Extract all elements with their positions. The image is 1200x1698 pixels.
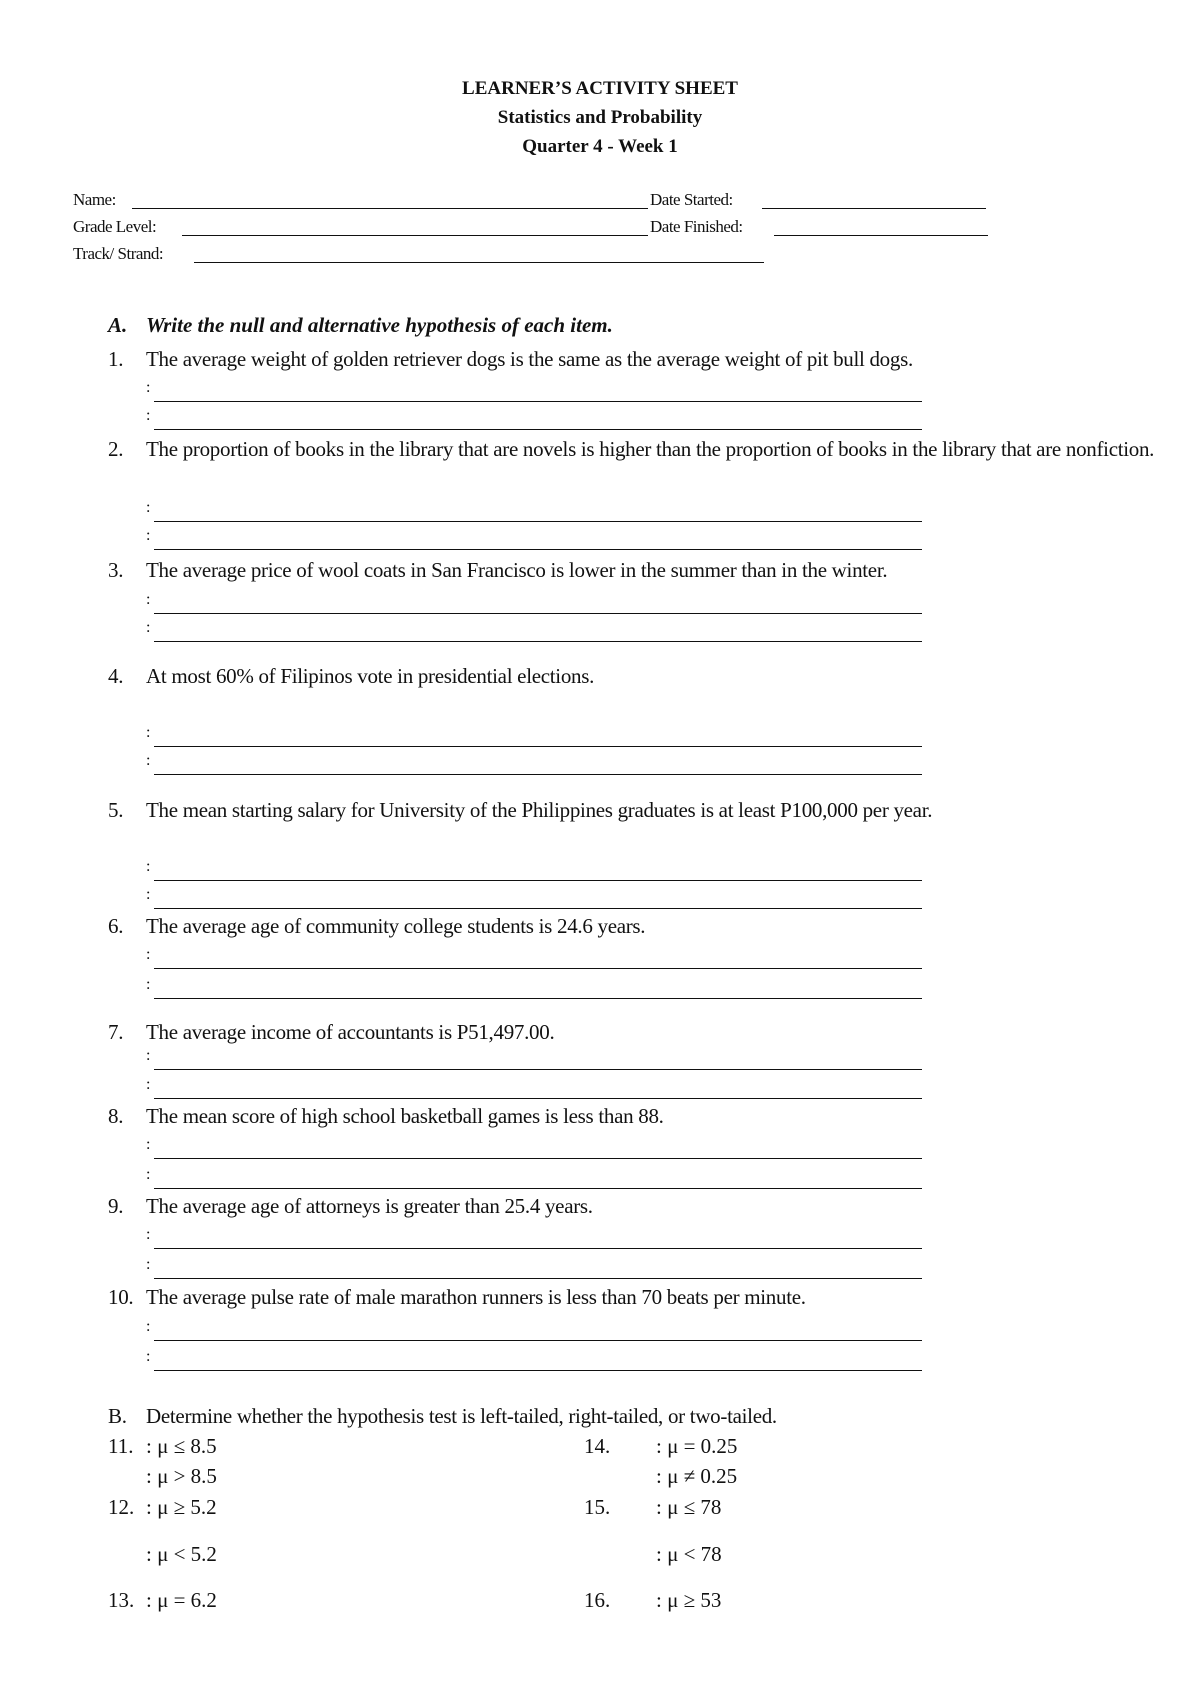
null-hypothesis-answer-line[interactable] <box>146 1135 922 1161</box>
question-text: At most 60% of Filipinos vote in presidential elections. <box>146 664 595 688</box>
answer-prefix: : <box>146 886 151 903</box>
null-hypothesis-answer-line[interactable] <box>146 1317 922 1343</box>
answer-prefix: : <box>146 527 151 544</box>
alternative-hypothesis: : μ < 78 <box>656 1542 722 1566</box>
alternative-hypothesis-answer-line[interactable] <box>146 885 922 911</box>
section-b-heading <box>108 1404 777 1429</box>
answer-prefix: : <box>146 976 151 993</box>
null-hypothesis-answer-line[interactable] <box>146 857 922 883</box>
question-text: The average age of community college students is 24.6 years. <box>146 914 646 938</box>
date-finished-label: Date Finished: <box>650 217 743 236</box>
answer-prefix: : <box>146 1256 151 1273</box>
answer-prefix: : <box>146 1318 151 1335</box>
item-number: 16. <box>584 1588 611 1612</box>
grade-level-field[interactable] <box>182 235 648 236</box>
alternative-hypothesis-answer-line[interactable] <box>146 1165 922 1191</box>
question-number: 9. <box>108 1194 124 1218</box>
name-label: Name: <box>73 190 116 209</box>
sheet-title: LEARNER’S ACTIVITY SHEET <box>462 78 738 99</box>
item-number: 12. <box>108 1495 135 1519</box>
section-a-heading <box>108 313 613 338</box>
question-number: 10. <box>108 1285 134 1309</box>
alternative-hypothesis-answer-line[interactable] <box>146 406 922 432</box>
alternative-hypothesis-answer-line[interactable] <box>146 751 922 777</box>
question-text: The average weight of golden retriever dogs is the same as the average weight of pit bull dogs. <box>146 347 913 371</box>
alternative-hypothesis-answer-line[interactable] <box>146 975 922 1001</box>
answer-prefix: : <box>146 1166 151 1183</box>
alternative-hypothesis: : μ > 8.5 <box>146 1464 217 1488</box>
item-number: 11. <box>108 1434 134 1458</box>
alternative-hypothesis-answer-line[interactable] <box>146 1347 922 1373</box>
answer-prefix: : <box>146 1047 151 1064</box>
item-number: 13. <box>108 1588 135 1612</box>
null-hypothesis-answer-line[interactable] <box>146 498 922 524</box>
question-text: The proportion of books in the library that are novels is higher than the proportion of books in the library that are nonfiction. <box>146 437 1155 461</box>
answer-prefix: : <box>146 858 151 875</box>
question-number: 7. <box>108 1020 124 1044</box>
question-text: The mean score of high school basketball games is less than 88. <box>146 1104 664 1128</box>
sheet-quarter: Quarter 4 - Week 1 <box>522 136 678 157</box>
answer-prefix: : <box>146 752 151 769</box>
null-hypothesis: : μ = 0.25 <box>656 1434 738 1458</box>
section-a-instruction: Write the null and alternative hypothesis of each item. <box>146 313 613 337</box>
null-hypothesis-answer-line[interactable] <box>146 1046 922 1072</box>
question-number: 4. <box>108 664 124 688</box>
answer-prefix: : <box>146 946 151 963</box>
null-hypothesis: : μ = 6.2 <box>146 1588 217 1612</box>
answer-prefix: : <box>146 724 151 741</box>
date-started-label: Date Started: <box>650 190 733 209</box>
null-hypothesis-answer-line[interactable] <box>146 590 922 616</box>
alternative-hypothesis: : μ ≠ 0.25 <box>656 1464 738 1488</box>
answer-prefix: : <box>146 1076 151 1093</box>
null-hypothesis: : μ ≤ 8.5 <box>146 1434 217 1458</box>
item-number: 14. <box>584 1434 611 1458</box>
question-number: 1. <box>108 347 124 371</box>
question-text: The average pulse rate of male marathon runners is less than 70 beats per minute. <box>146 1285 806 1309</box>
track-strand-field[interactable] <box>194 262 764 263</box>
track-strand-label: Track/ Strand: <box>73 244 164 263</box>
null-hypothesis-answer-line[interactable] <box>146 378 922 404</box>
alternative-hypothesis-answer-line[interactable] <box>146 1075 922 1101</box>
question-text: The average age of attorneys is greater than 25.4 years. <box>146 1194 593 1218</box>
learner-info <box>0 0 1200 280</box>
alternative-hypothesis-answer-line[interactable] <box>146 618 922 644</box>
answer-prefix: : <box>146 1136 151 1153</box>
question-text: The mean starting salary for University of the Philippines graduates is at least P100,000 per year. <box>146 798 933 822</box>
alternative-hypothesis-answer-line[interactable] <box>146 1255 922 1281</box>
question-number: 8. <box>108 1104 124 1128</box>
question-number: 3. <box>108 558 124 582</box>
date-started-field[interactable] <box>762 208 986 209</box>
question-number: 6. <box>108 914 124 938</box>
name-field[interactable] <box>132 208 648 209</box>
answer-prefix: : <box>146 407 151 424</box>
section-b-instruction: Determine whether the hypothesis test is left-tailed, right-tailed, or two-tailed. <box>146 1404 777 1428</box>
item-number: 15. <box>584 1495 611 1519</box>
sheet-subject: Statistics and Probability <box>497 107 703 128</box>
null-hypothesis: : μ ≥ 5.2 <box>146 1495 217 1519</box>
section-a-letter: A. <box>108 313 128 337</box>
null-hypothesis-answer-line[interactable] <box>146 945 922 971</box>
date-finished-field[interactable] <box>774 235 988 236</box>
section-b-letter: B. <box>108 1404 127 1428</box>
answer-prefix: : <box>146 1226 151 1243</box>
grade-level-label: Grade Level: <box>73 217 157 236</box>
answer-prefix: : <box>146 499 151 516</box>
question-number: 5. <box>108 798 124 822</box>
null-hypothesis-answer-line[interactable] <box>146 1225 922 1251</box>
answer-prefix: : <box>146 591 151 608</box>
answer-prefix: : <box>146 1348 151 1365</box>
question-number: 2. <box>108 437 124 461</box>
question-text: The average income of accountants is P51,497.00. <box>146 1020 555 1044</box>
question-text: The average price of wool coats in San Francisco is lower in the summer than in the winter. <box>146 558 888 582</box>
null-hypothesis-answer-line[interactable] <box>146 723 922 749</box>
answer-prefix: : <box>146 619 151 636</box>
null-hypothesis: : μ ≤ 78 <box>656 1495 722 1519</box>
answer-prefix: : <box>146 379 151 396</box>
null-hypothesis: : μ ≥ 53 <box>656 1588 722 1612</box>
alternative-hypothesis: : μ < 5.2 <box>146 1542 217 1566</box>
alternative-hypothesis-answer-line[interactable] <box>146 526 922 552</box>
